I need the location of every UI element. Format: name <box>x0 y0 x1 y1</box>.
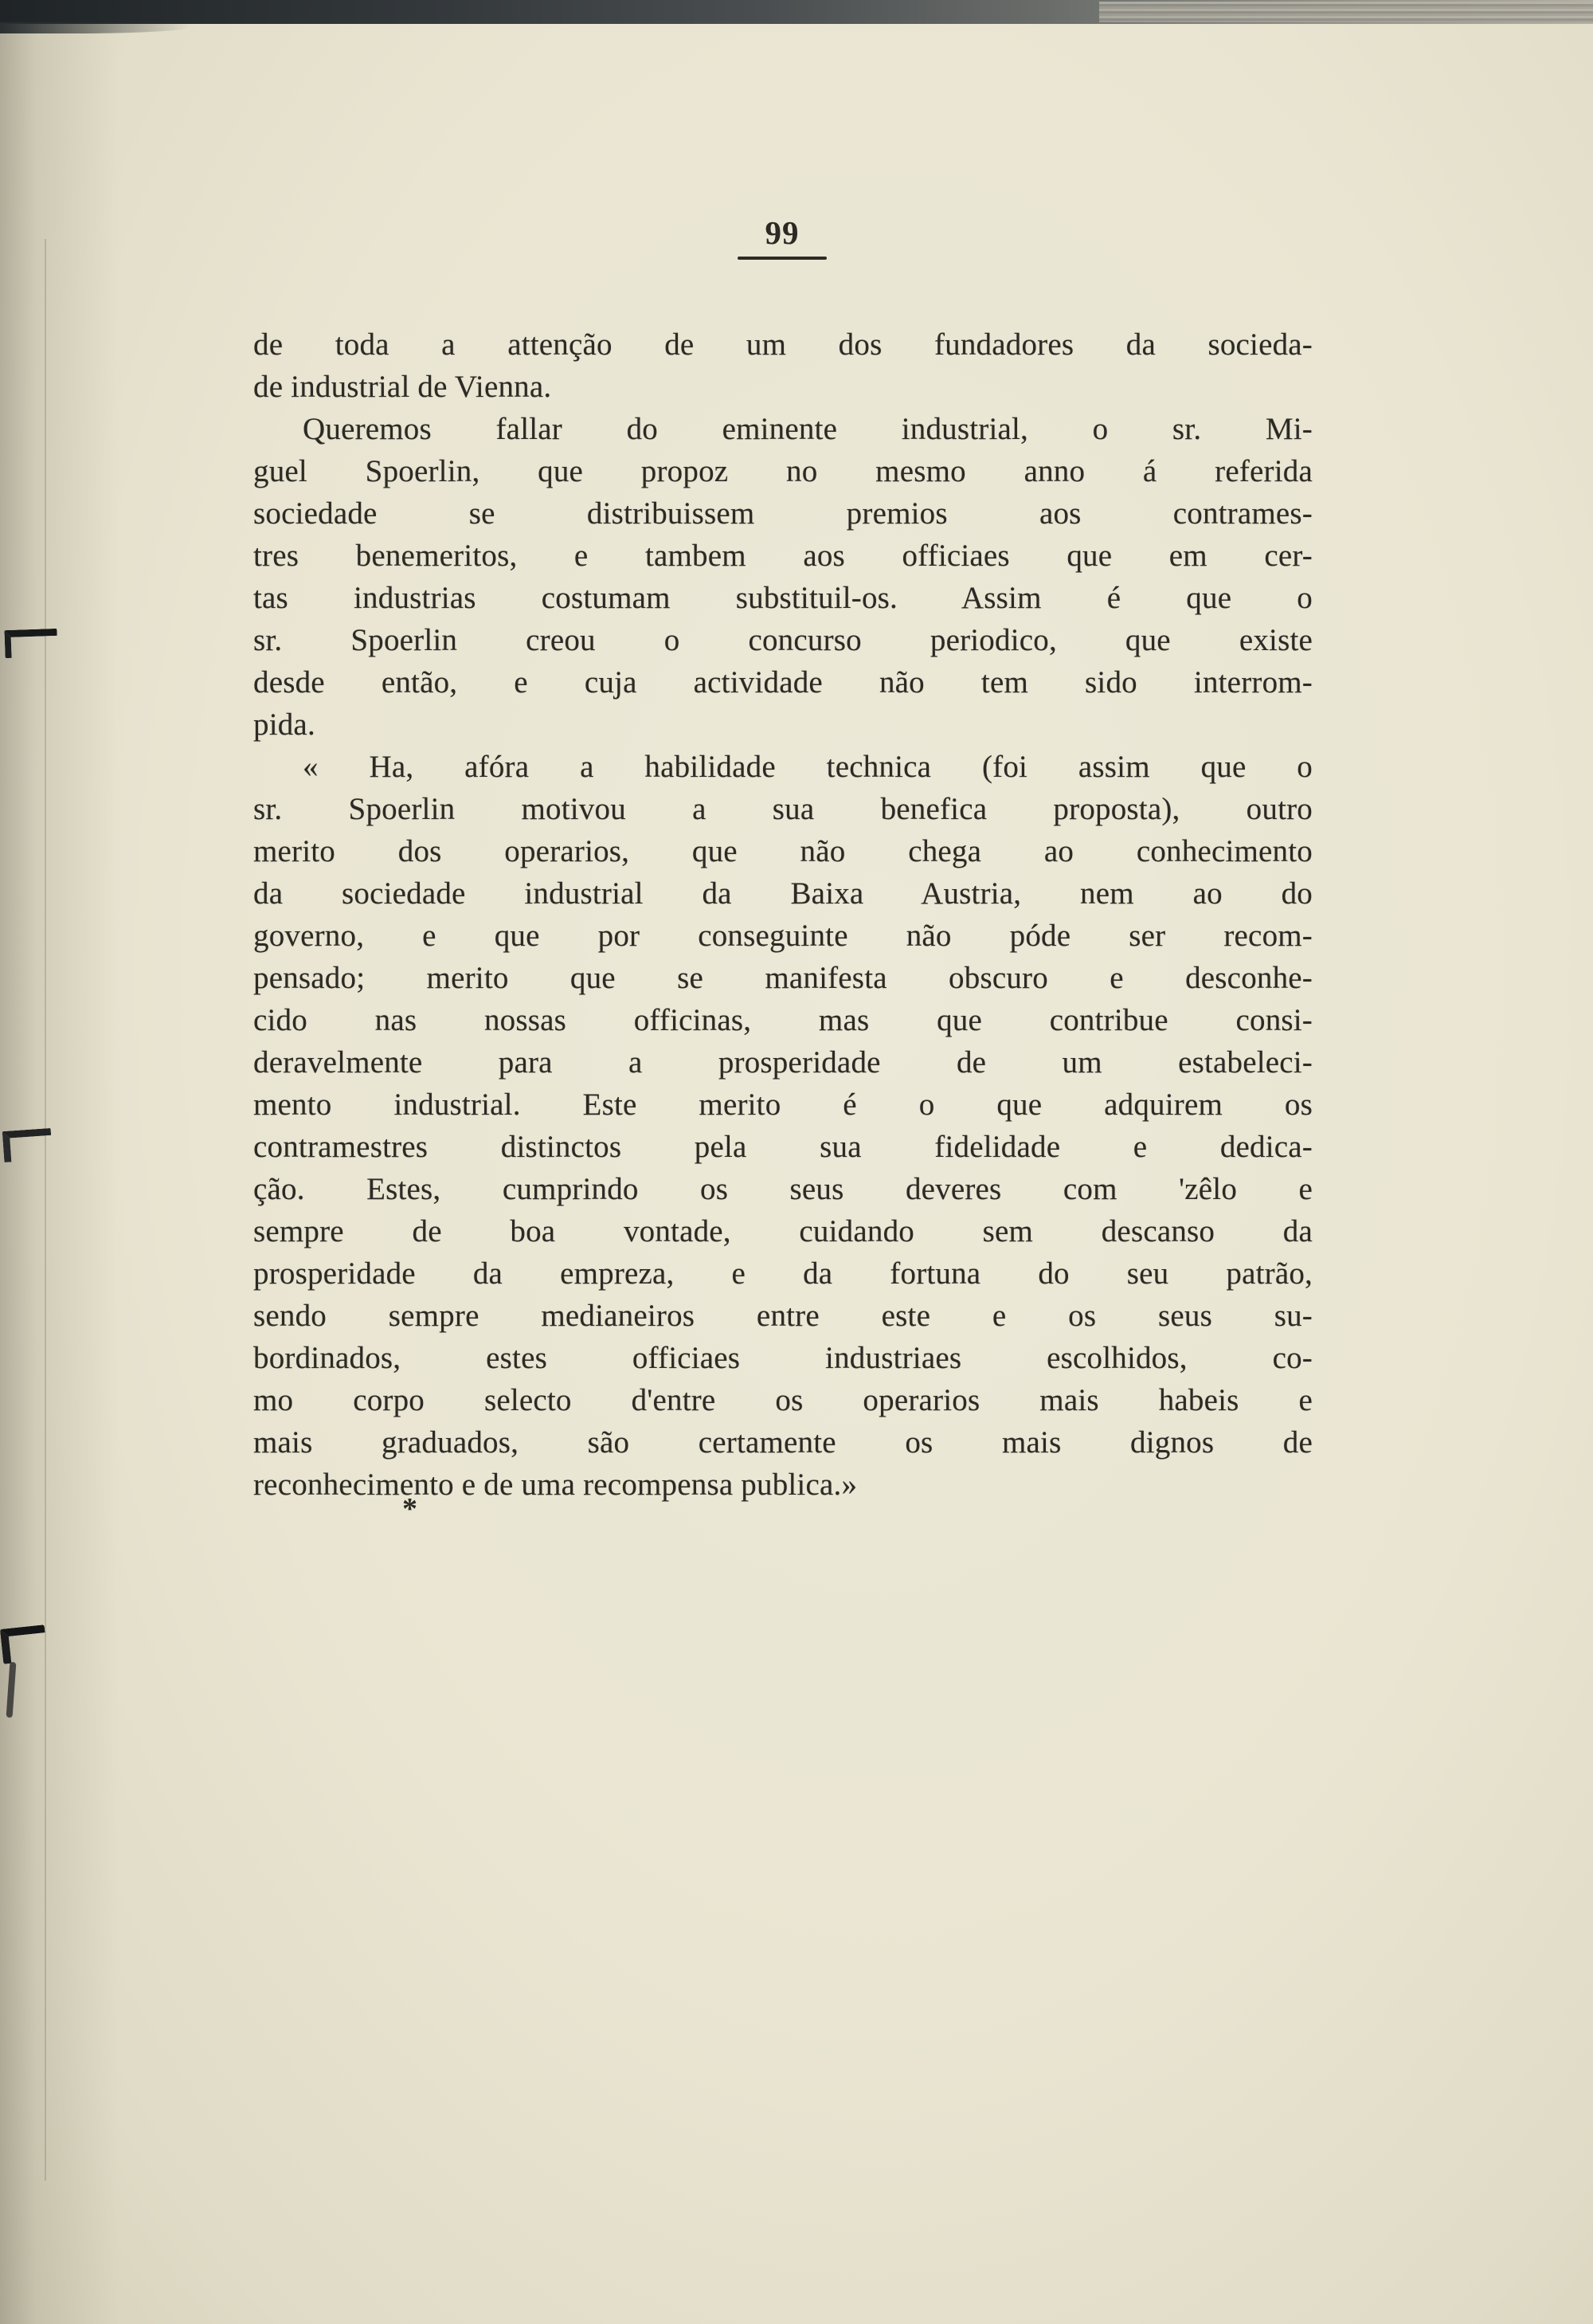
spine-shadow-line <box>45 239 46 2181</box>
page-header <box>253 214 1311 260</box>
text-line: sendo sempre medianeiros entre este e os seus su- <box>253 1299 1313 1333</box>
margin-mark <box>6 1662 17 1718</box>
text-line: tres benemeritos, e tambem aos officiaes que em cer- <box>253 539 1313 573</box>
paragraph <box>253 746 1313 1506</box>
footnote-asterisk: * <box>402 1492 417 1526</box>
text-line: de industrial de Vienna. <box>253 370 552 404</box>
text-line: mais graduados, são certamente os mais dignos de <box>253 1425 1313 1460</box>
text-line: prosperidade da empreza, e da fortuna do seu patrão, <box>253 1256 1313 1291</box>
text-line: sociedade se distribuissem premios aos contrames- <box>253 496 1313 531</box>
text-block <box>253 323 1313 1506</box>
text-line: governo, e que por conseguinte não póde ser recom- <box>253 919 1313 953</box>
page-stack-edge <box>1099 2 1593 22</box>
text-line: cido nas nossas officinas, mas que contribue consi- <box>253 1003 1313 1037</box>
margin-mark <box>2 1128 53 1162</box>
page-number-rule <box>738 257 827 260</box>
text-line: bordinados, estes officiaes industriaes escolhidos, co- <box>253 1341 1313 1375</box>
margin-mark <box>0 1624 48 1664</box>
text-line: ção. Estes, cumprindo os seus deveres com 'zêlo e <box>253 1172 1313 1206</box>
page-number: 99 <box>765 214 800 251</box>
text-line: merito dos operarios, que não chega ao conhecimento <box>253 834 1313 868</box>
book-top-edge-shadow <box>0 22 191 33</box>
text-line: mento industrial. Este merito é o que adquirem os <box>253 1088 1313 1122</box>
text-line: sempre de boa vontade, cuidando sem descanso da <box>253 1214 1313 1248</box>
text-line: de toda a attenção de um dos fundadores da socieda- <box>253 327 1313 362</box>
text-line: guel Spoerlin, que propoz no mesmo anno á referida <box>253 454 1313 488</box>
text-line: sr. Spoerlin motivou a sua benefica proposta), outro <box>253 792 1313 826</box>
text-line: pida. <box>253 707 315 742</box>
text-line: deravelmente para a prosperidade de um estabeleci- <box>253 1045 1313 1080</box>
paragraph <box>253 408 1313 746</box>
text-line: desde então, e cuja actividade não tem sido interrom- <box>253 665 1313 700</box>
text-line: da sociedade industrial da Baixa Austria, nem ao do <box>253 876 1313 911</box>
text-line: « Ha, afóra a habilidade technica (foi assim que o <box>303 750 1313 784</box>
margin-mark <box>4 629 57 658</box>
text-line: pensado; merito que se manifesta obscuro e desconhe- <box>253 961 1313 995</box>
text-line: Queremos fallar do eminente industrial, o sr. Mi- <box>303 412 1313 446</box>
text-line: reconhecimento e de uma recompensa publica.» <box>253 1468 858 1502</box>
text-line: mo corpo selecto d'entre os operarios mais habeis e <box>253 1383 1313 1417</box>
text-line: contramestres distinctos pela sua fidelidade e dedica- <box>253 1130 1313 1164</box>
paragraph <box>253 323 1313 408</box>
text-line: tas industrias costumam substituil-os. Assim é que o <box>253 581 1313 615</box>
text-line: sr. Spoerlin creou o concurso periodico, que existe <box>253 623 1313 657</box>
